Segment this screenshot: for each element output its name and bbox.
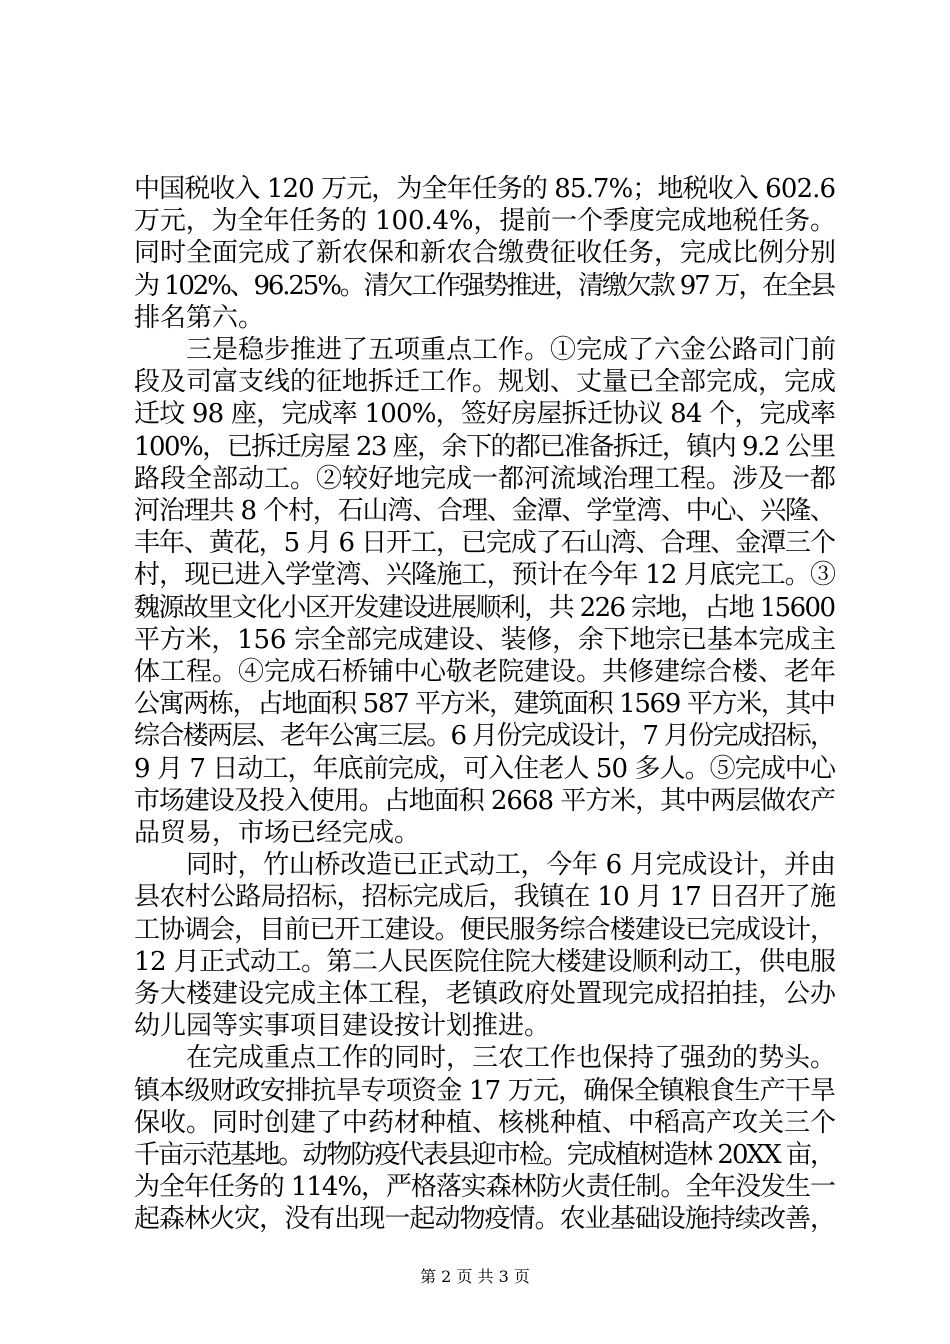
- text-line-content: 市场建设及投入使用。占地面积 2668 平方米，其中两层做农产: [134, 785, 835, 816]
- text-line: [0, 1138, 950, 1172]
- page-footer: 第 2 页 共 3 页: [420, 1267, 530, 1286]
- text-line: [0, 816, 950, 850]
- text-line-content: 为全年任务的 114%，严格落实森林防火责任制。全年没发生一: [134, 1172, 835, 1203]
- text-line-content: 品贸易，市场已经完成。: [134, 818, 421, 848]
- text-line-content: 为 102%、96.25%。清欠工作强势推进，清缴欠款 97 万，在全县: [134, 270, 834, 301]
- text-line-content: 三是稳步推进了五项重点工作。①完成了六金公路司门前: [186, 335, 836, 365]
- text-line-content: 段及司富支线的征地拆迁工作。规划、丈量已全部完成，完成: [134, 367, 836, 398]
- text-line: [0, 301, 950, 335]
- text-line-content: 千亩示范基地。动物防疫代表县迎市检。完成植树造林 20XX 亩，: [134, 1140, 835, 1170]
- text-line-content: 河治理共 8 个村，石山湾、合理、金潭、学堂湾、中心、兴隆、: [134, 496, 835, 526]
- text-line: [0, 687, 950, 721]
- text-line-content: 起森林火灾，没有出现一起动物疫情。农业基础设施持续改善，: [134, 1204, 836, 1235]
- text-line-content: 同时全面完成了新农保和新农合缴费征收任务，完成比例分别: [134, 238, 836, 269]
- text-line: [0, 430, 950, 464]
- text-line: [0, 1170, 950, 1204]
- text-line: [0, 913, 950, 947]
- text-line-content: 万元，为全年任务的 100.4%，提前一个季度完成地税任务。: [134, 206, 836, 237]
- text-line-content: 路段全部动工。②较好地完成一都河流域治理工程。涉及一都: [134, 463, 836, 494]
- text-line: [0, 558, 950, 592]
- text-line: [0, 655, 950, 689]
- text-line: [0, 977, 950, 1011]
- text-line-content: 魏源故里文化小区开发建设进展顺利，共 226 宗地，占地 15600: [134, 592, 835, 623]
- text-line-content: 村，现已进入学堂湾、兴隆施工，预计在今年 12 月底完工。③: [134, 560, 836, 591]
- text-line-content: 丰年、黄花，5 月 6 日开工，已完成了石山湾、合理、金潭三个: [134, 528, 835, 559]
- text-line: [0, 365, 950, 399]
- text-line-content: 12 月正式动工。第二人民医院住院大楼建设顺利动工，供电服: [134, 946, 836, 977]
- text-line: [0, 1009, 950, 1043]
- text-line: [0, 269, 950, 303]
- text-line: [0, 784, 950, 818]
- text-line: [0, 623, 950, 657]
- text-line-content: 综合楼两层、老年公寓三层。6 月份完成设计，7 月份完成招标，: [134, 721, 835, 752]
- text-line-content: 平方米，156 宗全部完成建设、装修，余下地宗已基本完成主: [134, 624, 836, 655]
- text-line-content: 公寓两栋，占地面积 587 平方米，建筑面积 1569 平方米，其中: [134, 689, 835, 720]
- text-line-content: 同时，竹山桥改造已正式动工，今年 6 月完成设计，并由: [186, 850, 836, 881]
- text-line: [0, 333, 950, 367]
- text-line: [0, 945, 950, 979]
- text-line-content: 县农村公路局招标，招标完成后，我镇在 10 月 17 日召开了施: [134, 882, 836, 913]
- text-line-content: 中国税收入 120 万元，为全年任务的 85.7%；地税收入 602.6: [134, 174, 836, 204]
- text-line: [0, 397, 950, 431]
- text-line: [0, 1202, 950, 1236]
- text-line: [0, 752, 950, 786]
- text-line: [0, 462, 950, 496]
- text-line: [0, 204, 950, 238]
- text-line-content: 排名第六。: [134, 302, 265, 333]
- text-line: [0, 172, 950, 206]
- text-line: [0, 719, 950, 753]
- text-line: [0, 1106, 950, 1140]
- text-line: [0, 1074, 950, 1108]
- text-line-content: 工协调会，目前已开工建设。便民服务综合楼建设已完成设计，: [134, 914, 836, 945]
- text-line: [0, 880, 950, 914]
- text-line-content: 务大楼建设完成主体工程，老镇政府处置现完成招拍挂，公办: [134, 979, 836, 1009]
- text-line: [0, 591, 950, 625]
- text-line-content: 体工程。④完成石桥铺中心敬老院建设。共修建综合楼、老年: [134, 657, 836, 687]
- text-line-content: 9 月 7 日动工，年底前完成，可入住老人 50 多人。⑤完成中心: [134, 753, 836, 784]
- text-line-content: 幼儿园等实事项目建设按计划推进。: [134, 1011, 551, 1042]
- text-line: [0, 494, 950, 528]
- text-line-content: 保收。同时创建了中药材种植、核桃种植、中稻高产攻关三个: [134, 1107, 836, 1138]
- text-line-content: 在完成重点工作的同时，三农工作也保持了强劲的势头。: [186, 1043, 836, 1074]
- text-line-content: 镇本级财政安排抗旱专项资金 17 万元，确保全镇粮食生产干旱: [134, 1075, 836, 1106]
- text-line: [0, 1041, 950, 1075]
- text-line-content: 100%，已拆迁房屋 23 座，余下的都已准备拆迁，镇内 9.2 公里: [134, 431, 835, 462]
- text-line: [0, 236, 950, 270]
- text-line-content: 迁坟 98 座，完成率 100%，签好房屋拆迁协议 84 个，完成率: [134, 399, 836, 430]
- text-line: [0, 848, 950, 882]
- text-line: [0, 526, 950, 560]
